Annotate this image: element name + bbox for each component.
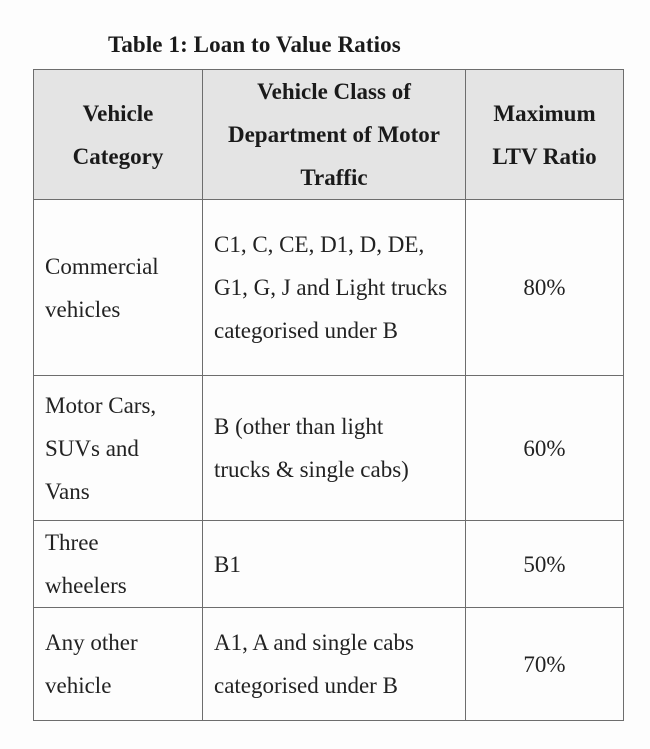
cell-vehicle-category: [34, 608, 203, 721]
table-row: [34, 376, 624, 521]
cell-max-ltv: 80%: [466, 200, 624, 376]
cell-vehicle-class: [203, 608, 466, 721]
cell-vehicle-class: [203, 376, 466, 521]
cell-vehicle-class-text: B (other than light trucks & single cabs): [214, 414, 409, 482]
cell-vehicle-class: [203, 200, 466, 376]
table-caption: Table 1: Loan to Value Ratios: [108, 32, 401, 57]
cell-vehicle-class-text: C1, C, CE, D1, D, DE, G1, G, J and Light trucks categorised under B: [214, 232, 448, 343]
header-vehicle-class-text: Vehicle Class of Department of Motor Traffic: [227, 79, 441, 190]
cell-max-ltv: 50%: [466, 521, 624, 608]
cell-vehicle-category: [34, 376, 203, 521]
header-vehicle-category: [34, 70, 203, 200]
ltv-table: [33, 69, 624, 721]
cell-max-ltv: 60%: [466, 376, 624, 521]
cell-max-ltv: 70%: [466, 608, 624, 721]
cell-vehicle-class-text: A1, A and single cabs categorised under B: [214, 630, 414, 698]
cell-vehicle-class: [203, 521, 466, 608]
cell-vehicle-category: [34, 521, 203, 608]
table-header-row: [34, 70, 624, 200]
cell-vehicle-category: [34, 200, 203, 376]
cell-vehicle-category-text: Commercial vehicles: [45, 253, 159, 322]
header-vehicle-class: [203, 70, 466, 200]
cell-vehicle-class-text: B1: [214, 551, 241, 577]
cell-vehicle-category-text: Motor Cars, SUVs and Vans: [45, 392, 157, 504]
table-row: [34, 521, 624, 608]
table-row: [34, 608, 624, 721]
cell-vehicle-category-text: Any other vehicle: [45, 630, 138, 698]
header-vehicle-category-text: Vehicle Category: [72, 100, 164, 169]
header-max-ltv: [466, 70, 624, 200]
cell-vehicle-category-text: Three wheelers: [45, 530, 127, 598]
header-max-ltv-text: Maximum LTV Ratio: [492, 100, 597, 169]
table-row: [34, 200, 624, 376]
